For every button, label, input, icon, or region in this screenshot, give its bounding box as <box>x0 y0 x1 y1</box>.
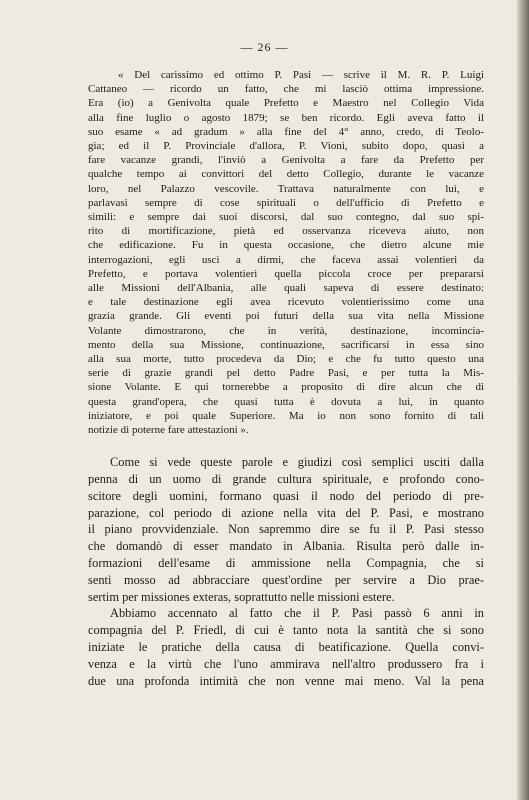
text-line: penna di un uomo di grande cultura spirituale, e profondo cono- <box>88 472 484 487</box>
text-line: loro, nel Palazzo vescovile. Trattava naturalmente con lui, e <box>88 182 484 195</box>
text-line: « Del carissimo ed ottimo P. Pasi — scrive il M. R. P. Luigi <box>118 69 484 81</box>
text-line: venza e la virtù che l'uno ammirava nell'altro produssero fra i <box>88 656 484 671</box>
scan-edge-shadow <box>517 0 529 800</box>
text-line: alla fine luglio o agosto 1879; se ben ricordo. Egli aveva fatto il <box>88 111 484 124</box>
text-line: Cattaneo — ricordo un fatto, che mi lasciò ottima impressione. <box>88 83 484 96</box>
text-line: serie di grazie grandi pel detto Padre Pasi, e per tutta la Mis- <box>88 367 484 380</box>
text-line: sione Volante. E qui tornerebbe a proposito di dire alcun che di <box>88 381 484 394</box>
text-line: Volante dimostrarono, che in verità, destinazione, incomincia- <box>88 324 484 337</box>
paragraph-friedl <box>88 605 484 689</box>
text-line: parlavasi sempre di cose spirituali o dell'ufficio di Prefetto e <box>88 196 484 209</box>
text-line: il piano provvidenziale. Non sapremmo dire se fu il P. Pasi stesso <box>88 522 484 537</box>
text-line: formazioni dell'esame di ammissione nella Compagnia, che si <box>88 556 484 571</box>
text-line: simili: e sempre dai suoi discorsi, dal suo contegno, dal suo spi- <box>88 211 484 224</box>
text-line: alle Missioni dell'Albania, alle quali sapeva di essere destinato: <box>88 282 484 295</box>
page-number: — 26 — <box>240 40 289 54</box>
quoted-testimony <box>88 68 484 437</box>
text-line: Abbiamo accennato al fatto che il P. Pasi passò 6 anni in <box>110 606 484 621</box>
text-line: che domandò di esser mandato in Albania. Risulta però dalle in- <box>88 539 484 554</box>
text-line: alla sua morte, tutto procedeva da Dio; e che fu tutto questo una <box>88 353 484 366</box>
text-line: interrogazioni, egli uscì a dirmi, che faceva assai volentieri da <box>88 253 484 266</box>
text-line: che edificazione. Fu in questa occasione, che dietro alcune mie <box>88 239 484 252</box>
text-line: mento della sua Missione, continuazione, sacrificarsi in essa sino <box>88 338 484 351</box>
text-line: parazione, col periodo di azione nella vita del P. Pasi, e mostrano <box>88 505 484 520</box>
text-line: compagnia del P. Friedl, di cui è tanto nota la santità che si sono <box>88 623 484 638</box>
text-line: gia; ed il P. Provinciale d'allora, P. Vioni, subito dopo, quasi a <box>88 140 484 153</box>
text-line: qualche tempo ai convittori del detto Collegio, durante le vacanze <box>88 168 484 181</box>
paragraph-commentary <box>88 454 484 605</box>
text-line: sertim per missiones exteras, soprattutto nelle missioni estere. <box>88 589 395 604</box>
text-line: fare vacanze grandi, l'inviò a Genivolta a fare da Prefetto per <box>88 154 484 167</box>
page-body <box>88 68 484 689</box>
text-line: Prefetto, e portava volentieri quella piccola croce per prepararsi <box>88 267 484 280</box>
text-line: Era (io) a Genivolta quale Prefetto e Maestro nel Collegio Vida <box>88 97 484 110</box>
text-line: sentì mosso ad abbracciare quest'ordine per servire a Dio prae- <box>88 572 484 587</box>
text-line: iniziatore, e poi quale Superiore. Ma io non sono fornito di tali <box>88 409 484 422</box>
text-line: questa grand'opera, che quasi tutta è dovuta a lui, in quanto <box>88 395 484 408</box>
text-line: notizie di poterne fare attestazioni ». <box>88 424 249 437</box>
text-line: grazia grande. Gli eventi poi futuri della sua vita nella Missione <box>88 310 484 323</box>
text-line: due una profonda intimità che non venne mai meno. Val la pena <box>88 673 484 688</box>
text-line: scitore degli uomini, formano quasi il nodo del periodo di pre- <box>88 488 484 503</box>
text-line: iniziate le pratiche della causa di beatificazione. Quella convi- <box>88 640 484 655</box>
text-line: rito di mortificazione, pietà ed osservanza riceveva aiuto, non <box>88 225 484 238</box>
text-line: e tale destinazione egli avea ricevuto volentierissimo come una <box>88 296 484 309</box>
text-line: Come si vede queste parole e giudizi così semplici usciti dalla <box>110 455 484 470</box>
text-line: suo esame « ad gradum » alla fine del 4° anno, credo, di Teolo- <box>88 125 484 138</box>
